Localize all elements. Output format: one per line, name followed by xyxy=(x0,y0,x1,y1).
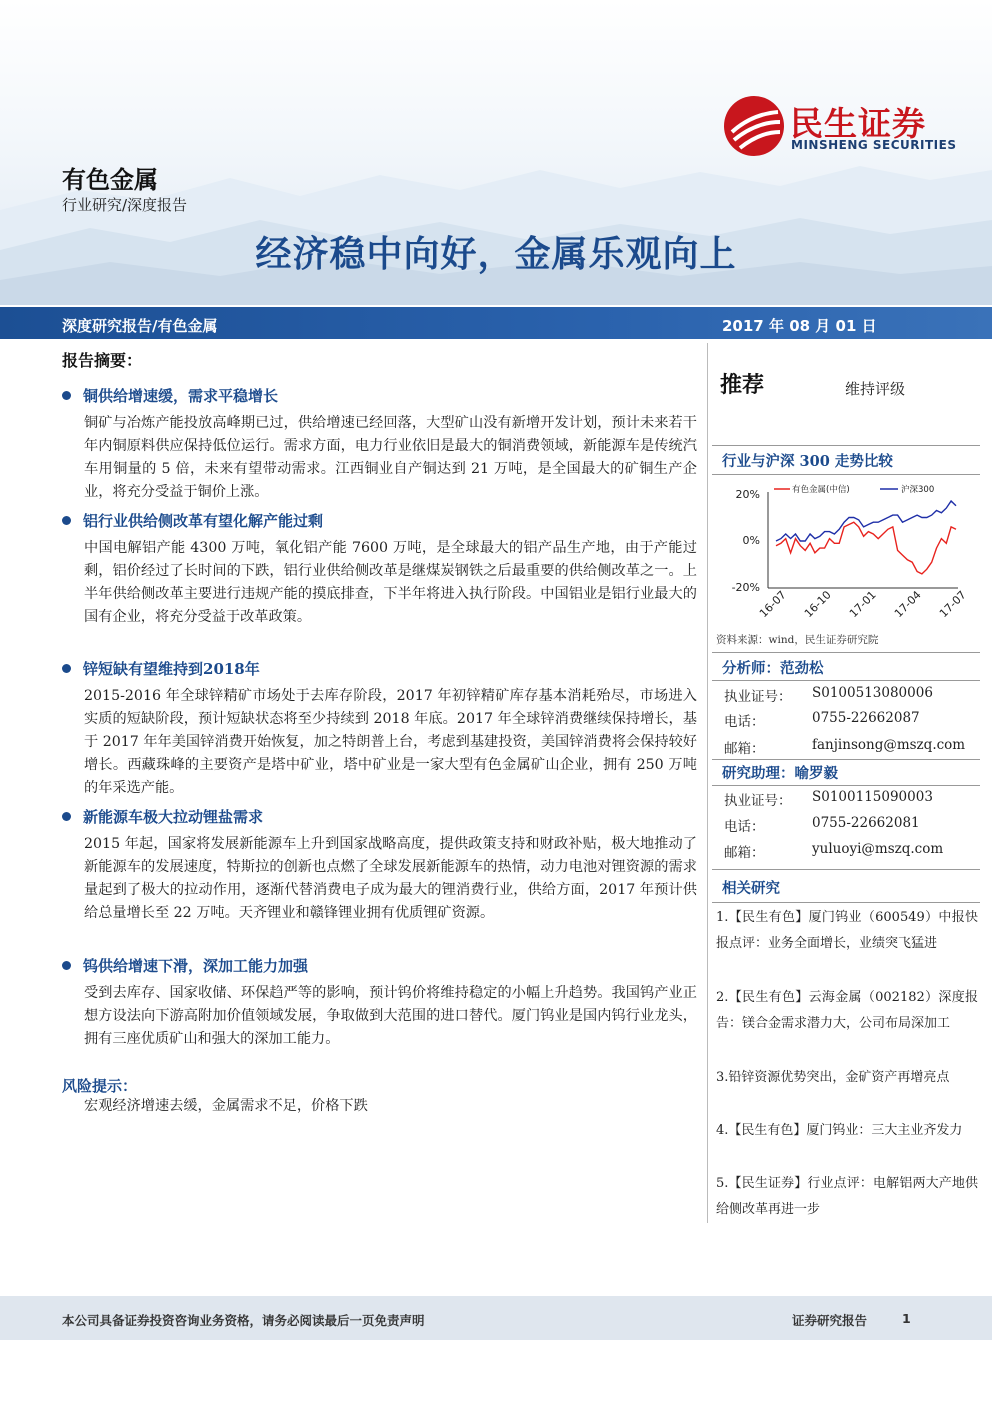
divider xyxy=(712,474,980,475)
divider xyxy=(712,902,980,903)
x-tick-label: 16-07 xyxy=(756,588,789,621)
divider xyxy=(712,785,980,786)
related-heading: 相关研究 xyxy=(722,880,780,897)
report-title: 经济稳中向好，金属乐观向上 xyxy=(255,234,737,275)
section-heading: 钨供给增速下滑，深加工能力加强 xyxy=(62,955,308,976)
analyst-phone-value: 0755-22662087 xyxy=(812,710,920,726)
page-number: 1 xyxy=(902,1311,911,1326)
bullet-icon xyxy=(62,516,71,525)
bullet-icon xyxy=(62,812,71,821)
legend-label-series-1: 有色金属(中信) xyxy=(792,485,850,495)
divider xyxy=(712,445,980,446)
footer-disclaimer: 本公司具备证券投资咨询业务资格，请务必阅读最后一页免责声明 xyxy=(62,1313,425,1328)
related-item[interactable]: 3.铅锌资源优势突出，金矿资产再增亮点 xyxy=(716,1070,950,1085)
logo-text-en: MINSHENG SECURITIES xyxy=(791,138,957,152)
assistant-heading: 研究助理：喻罗毅 xyxy=(722,765,838,782)
analyst-heading: 分析师：范劲松 xyxy=(722,660,824,677)
related-item[interactable]: 2.【民生有色】云海金属（002182）深度报告：镁合金需求潜力大，公司布局深加工 xyxy=(716,990,978,1031)
analyst-license-key: 执业证号： xyxy=(724,689,792,705)
footer-report-type: 证券研究报告 xyxy=(792,1313,868,1328)
bar-category: 深度研究报告/有色金属 xyxy=(62,317,218,335)
assistant-license-value: S0100115090003 xyxy=(812,789,933,805)
divider xyxy=(712,680,980,681)
related-item[interactable]: 1.【民生有色】厦门钨业（600549）中报快报点评：业务全面增长，业绩突飞猛进 xyxy=(716,910,978,951)
related-item[interactable]: 5.【民生证券】行业点评：电解铝两大产地供给侧改革再进一步 xyxy=(716,1176,978,1217)
bullet-icon xyxy=(62,391,71,400)
assistant-email-link[interactable]: yuluoyi@mszq.com xyxy=(812,841,944,857)
x-tick-label: 16-10 xyxy=(801,588,834,621)
chart-source: 资料来源：wind，民生证券研究院 xyxy=(716,634,879,646)
x-tick-label: 17-01 xyxy=(846,588,879,621)
report-type: 行业研究/深度报告 xyxy=(62,196,188,214)
divider xyxy=(712,759,980,760)
x-tick-labels xyxy=(757,588,969,620)
y-tick-label: 20% xyxy=(735,488,760,501)
risk-title: 风险提示： xyxy=(62,1077,138,1095)
x-tick-label: 17-07 xyxy=(936,588,969,621)
rating-sub: 维持评级 xyxy=(845,380,906,398)
risk-text: 宏观经济增速去缓，金属需求不足，价格下跌 xyxy=(84,1098,368,1114)
divider xyxy=(712,869,980,870)
series-line-hs300 xyxy=(776,501,956,541)
assistant-phone-key: 电话： xyxy=(724,819,765,835)
summary-title: 报告摘要： xyxy=(62,351,143,370)
assistant-email-key: 邮箱： xyxy=(724,845,765,861)
bullet-icon xyxy=(62,961,71,970)
assistant-phone-value: 0755-22662081 xyxy=(812,815,920,831)
section-text: 2015 年起，国家将发展新能源车上升到国家战略高度，提供政策支持和财政补贴，极大地推动了新能源车的发展速度，特斯拉的创新也点燃了全球发展新能源车的热情，动力电池对锂资源的需求量起到了极大的拉动作用，逐渐代替消费电子成为最大的锂消费行业，供给方面，2017 年预计供给总量增长至 22 万吨。天齐锂业和赣锋锂业拥有优质锂矿资源。 xyxy=(84,836,697,921)
analyst-email-key: 邮箱： xyxy=(724,741,765,757)
y-tick-label: -20% xyxy=(731,581,760,594)
bullet-icon xyxy=(62,664,71,673)
assistant-license-key: 执业证号： xyxy=(724,793,792,809)
chart-heading: 行业与沪深 300 走势比较 xyxy=(722,453,893,470)
legend-label-series-2: 沪深300 xyxy=(901,485,935,495)
section-text: 中国电解铝产能 4300 万吨，氧化铝产能 7600 万吨，是全球最大的铝产品生产地，由于产能过剩，铝价经过了长时间的下跌，铝行业供给侧改革是继煤炭钢铁之后最重要的供给侧改革之一。上半年供给侧改革主要进行违规产能的摸底排查，下半年将进入执行阶段。中国铝业是铝行业最大的国有企业，将充分受益于改革政策。 xyxy=(84,540,697,625)
rating-label: 推荐 xyxy=(720,373,765,398)
logo-text-cn: 民生证券 xyxy=(790,104,926,143)
y-tick-label: 0% xyxy=(742,534,760,547)
divider xyxy=(712,652,980,653)
series-line-nonferrous xyxy=(776,522,956,574)
section-text: 2015-2016 年全球锌精矿市场处于去库存阶段，2017 年初锌精矿库存基本消耗殆尽，市场进入实质的短缺阶段，预计短缺状态将至少持续到 2018 年底。2017 年全球锌消费继续保持增长，基于 2017 年年美国锌消费开始恢复，加之特朗普上台，考虑到基建投资，美国锌消费将会保持较好增长。西藏珠峰的主要资产是塔中矿业，塔中矿业是一家大型有色金属矿山企业，拥有 250 万吨的年采选产能。 xyxy=(84,688,697,796)
analyst-license-value: S0100513080006 xyxy=(812,685,933,701)
analyst-email-link[interactable]: fanjinsong@mszq.com xyxy=(812,737,966,753)
report-date: 2017 年 08 月 01 日 xyxy=(722,317,877,335)
column-divider xyxy=(707,343,708,1223)
section-heading: 铜供给增速缓，需求平稳增长 xyxy=(62,385,278,406)
related-item[interactable]: 4.【民生有色】厦门钨业：三大主业齐发力 xyxy=(716,1123,963,1138)
trend-chart xyxy=(712,478,980,628)
section-text: 铜矿与冶炼产能投放高峰期已过，供给增速已经回落，大型矿山没有新增开发计划，预计未来若干年内铜原料供应保持低位运行。需求方面，电力行业依旧是最大的铜消费领域，新能源车是传统汽车用铜量的 5 倍，未来有望带动需求。江西铜业自产铜达到 21 万吨，是全国最大的矿铜生产企业，将充分受益于铜价上涨。 xyxy=(84,415,697,500)
analyst-phone-key: 电话： xyxy=(724,714,765,730)
industry-label: 有色金属 xyxy=(62,166,158,194)
x-tick-label: 17-04 xyxy=(891,588,924,621)
section-heading: 锌短缺有望维持到2018年 xyxy=(62,658,260,679)
section-heading: 铝行业供给侧改革有望化解产能过剩 xyxy=(62,510,323,531)
section-heading: 新能源车极大拉动锂盐需求 xyxy=(62,806,263,827)
section-text: 受到去库存、国家收储、环保趋严等的影响，预计钨价将维持稳定的小幅上升趋势。我国钨产业正想方设法向下游高附加价值领域发展，争取做到大范围的进口替代。厦门钨业是国内钨行业龙头，拥有三座优质矿山和强大的深加工能力。 xyxy=(84,985,697,1047)
